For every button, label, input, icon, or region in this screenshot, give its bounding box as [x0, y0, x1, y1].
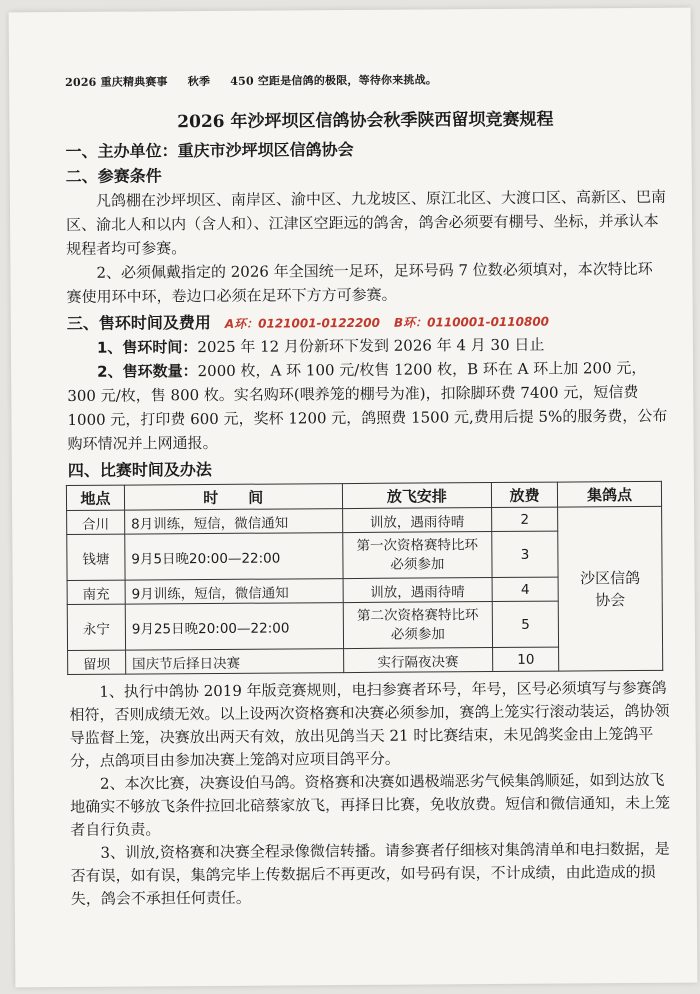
ring-sales-title-text: 三、售环时间及费用	[66, 312, 211, 333]
table-row	[67, 506, 662, 534]
row-plan: 实行隔夜决赛	[343, 648, 493, 673]
row-fee: 2	[492, 507, 558, 531]
ring-sales-time-label: 1、售环时间：	[96, 338, 198, 357]
section-organizer: 一、主办单位：重庆市沙坪坝区信鸽协会	[65, 139, 354, 161]
header-time: 时 间	[124, 484, 342, 511]
row-plan: 第二次资格赛特比环必须参加	[343, 602, 493, 649]
row-plan: 训放，遇雨待晴	[343, 578, 493, 603]
row-plan: 训放，遇雨待晴	[342, 508, 492, 533]
document-title: 2026 年沙坪坝区信鸽协会秋季陕西留坝竞赛规程	[177, 109, 554, 133]
row-fee: 10	[493, 647, 559, 671]
row-place: 钱塘	[67, 534, 125, 580]
section-ring-sales-title	[67, 307, 667, 334]
rule-2: 2、本次比赛，决赛设伯马鸽。资格赛和决赛如遇极端恶劣气候集鸽顺延，如到达放飞地确实不够放飞条件拉回北碚蔡家放飞，再择日比赛，免收放费。短信和微信通知，未上笼者自行负责。	[70, 770, 671, 839]
row-place: 南充	[67, 580, 125, 604]
header-plan: 放飞安排	[342, 483, 492, 509]
conditions-paragraph-1: 凡鸽棚在沙坪坝区、南岸区、渝中区、九龙坡区、原江北区、大渡口区、高新区、巴南区、渝北人和以内（含人和）、江津区空距远的鸽舍，鸽舍必须要有棚号、坐标，并承认本规程者均可参赛。	[66, 187, 666, 258]
row-time: 9月5日晚20:00—22:00	[125, 533, 343, 581]
row-fee: 3	[492, 531, 558, 577]
row-time: 9月25日晚20:00—22:00	[125, 603, 343, 651]
rules-section	[69, 677, 671, 911]
header-line	[65, 70, 665, 90]
row-fee: 5	[492, 601, 558, 647]
header-collect: 集鸽点	[558, 481, 662, 507]
row-place: 永宁	[67, 604, 125, 650]
document-sheet	[9, 8, 698, 988]
row-time: 国庆节后择日决赛	[125, 649, 343, 675]
header-place: 地点	[66, 485, 124, 510]
conditions-paragraph-2: 2、必须佩戴指定的 2026 年全国统一足环，足环号码 7 位数必须填对，本次特比环赛使用环中环，卷边口必须在足环下方方可参赛。	[66, 259, 653, 306]
section-schedule-title: 四、比赛时间及办法	[67, 459, 212, 480]
header-season: 秋季	[187, 74, 211, 89]
section-conditions-title: 二、参赛条件	[65, 166, 162, 186]
row-place: 合川	[67, 510, 125, 534]
rule-1: 1、执行中鸽协 2019 年版竞赛规则，电扫参赛者环号，年号，区号必须填写与参赛鸽相符，否则成绩无效。以上设两次资格赛和决赛必须参加，赛鸽上笼实行滚动装运，鸽协领导监督上笼，决赛放出两天有效，放出见鸽当天 21 时比赛结束，未见鸽奖金由上笼鸽平分，点鸽项目由参加决赛上笼鸽对应项目鸽平分。	[69, 678, 670, 770]
race-schedule-table	[66, 481, 663, 675]
row-time: 9月训练，短信，微信通知	[125, 579, 343, 605]
header-fee: 放费	[492, 482, 558, 507]
rule-3: 3、训放,资格赛和决赛全程录像微信转播。请参赛者仔细核对集鸽清单和电扫数据，是否有误，如有误，集鸽完毕上传数据后不再更改，如号码有误，不计成绩，由此造成的损失，鸽会不承担任何责任。	[70, 839, 670, 908]
row-fee: 4	[492, 577, 558, 601]
header-left: 2026 重庆精典赛事	[65, 75, 168, 89]
row-plan: 第一次资格赛特比环必须参加	[342, 532, 492, 579]
document-content	[65, 70, 671, 911]
row-place: 留坝	[68, 650, 126, 674]
row-time: 8月训练，短信，微信通知	[124, 509, 342, 535]
ring-sales-quantity-text: 2000 枚，A 环 100 元/枚售 1200 枚，B 环在 A 环上加 200 元，300 元/枚，售 800 枚。实名购环(喂养笼的棚号为准)，扣除脚环费 7400 元，短信费 1000 元，打印费 600 元，奖杯 1200 元，鸽照费 1500 元,费用后提 5%的服务费，公布购环情况并上网通报。	[67, 358, 668, 453]
ring-sales-time-text: 2025 年 12 月份新环下发到 2026 年 4 月 30 日止	[197, 335, 545, 357]
ring-sales-quantity-label: 2、售环数量：	[97, 362, 198, 381]
ring-sales-quantity	[67, 356, 668, 456]
handwritten-b-ring-range: B环：0110001-0110800	[393, 314, 550, 330]
collection-point: 沙区信鸽协会	[558, 506, 663, 671]
handwritten-a-ring-range: A环：0121001-0122200	[224, 315, 381, 331]
header-slogan: 450 空距是信鸽的极限，等待你来挑战。	[230, 73, 438, 88]
